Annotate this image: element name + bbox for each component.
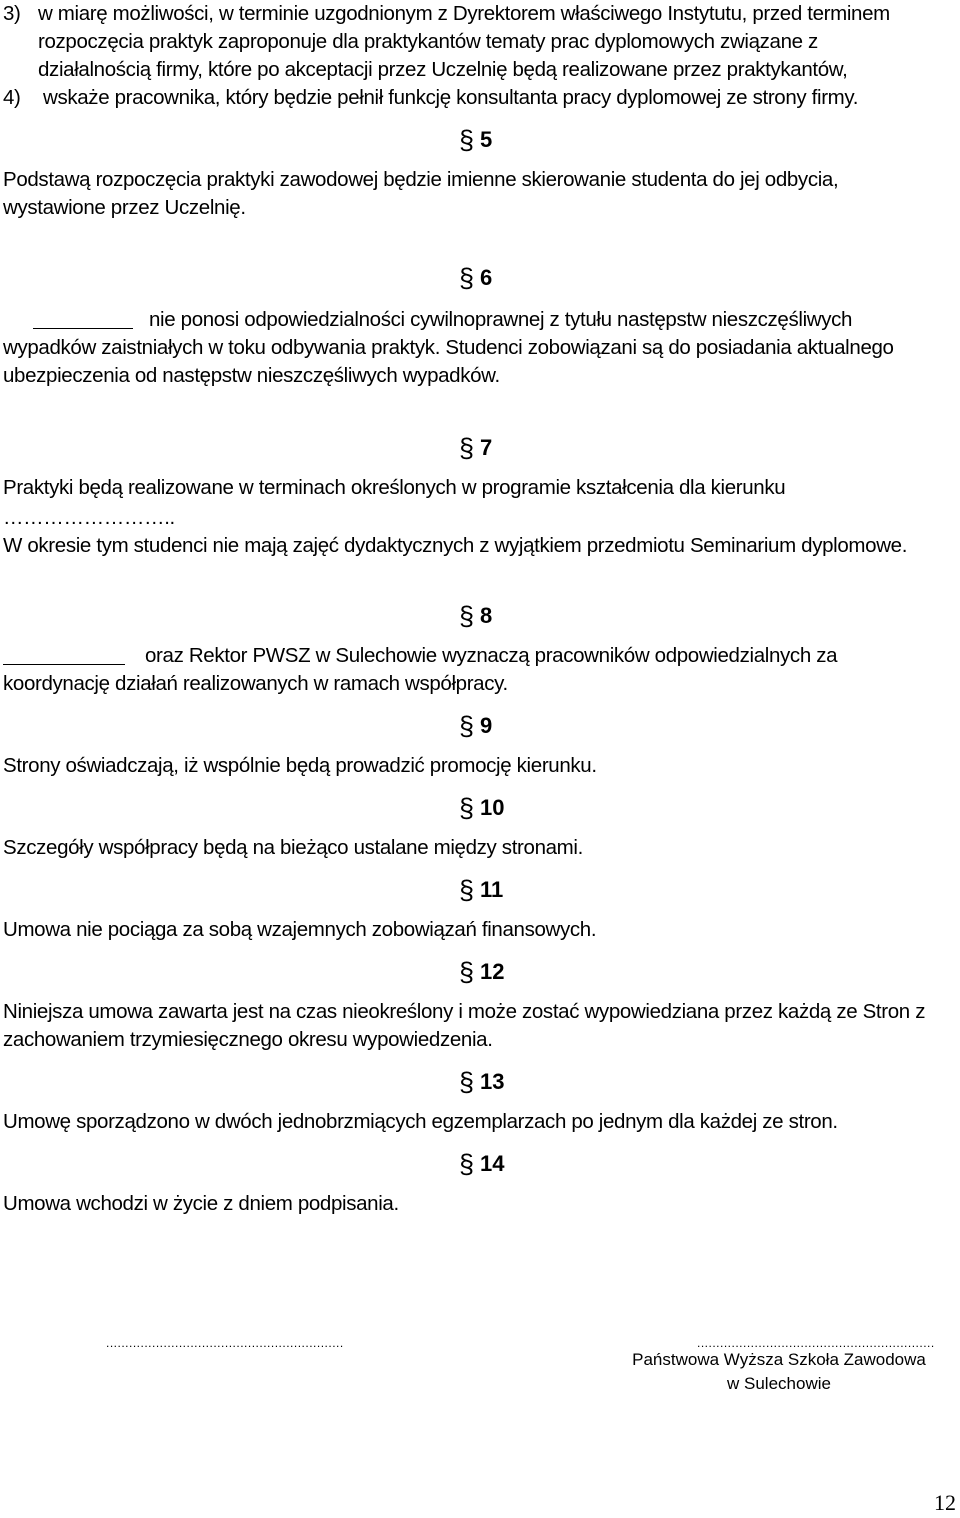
paragraph-9: Strony oświadczają, iż wspólnie będą prowadzić promocję kierunku.	[3, 754, 597, 777]
party-name-blank	[3, 642, 125, 665]
section-mark: §	[459, 793, 475, 823]
page-number: 12	[934, 1490, 956, 1515]
paragraph-14: Umowa wchodzi w życie z dniem podpisania.	[3, 1192, 399, 1215]
section-mark: §	[459, 1149, 475, 1179]
paragraph-6-line-2: wypadków zaistniałych w toku odbywania praktyk. Studenci zobowiązani są do posiadania aktualnego	[3, 336, 894, 359]
section-number: 9	[480, 713, 493, 738]
signature-label-institution: Państwowa Wyższa Szkoła Zawodowa	[632, 1350, 926, 1369]
section-mark: §	[459, 125, 475, 155]
section-number: 5	[480, 127, 493, 152]
section-10-heading	[459, 794, 519, 822]
signature-line-right: ..............................................................	[697, 1336, 935, 1350]
paragraph-7-line-2: ……………………..	[3, 506, 175, 529]
list-item-4-number: 4)	[3, 86, 21, 109]
paragraph-8-line-2: koordynację działań realizowanych w ramach współpracy.	[3, 672, 508, 695]
list-item-3-line-3: działalnością firmy, które po akceptacji przez Uczelnię będą realizowane przez praktykantów,	[38, 58, 848, 81]
paragraph-8-line-1: oraz Rektor PWSZ w Sulechowie wyznaczą pracowników odpowiedzialnych za	[3, 642, 957, 670]
section-8-heading	[459, 602, 519, 630]
paragraph-13: Umowę sporządzono w dwóch jednobrzmiących egzemplarzach po jednym dla każdej ze stron.	[3, 1110, 838, 1133]
section-number: 11	[480, 877, 504, 902]
signature-label-city: w Sulechowie	[727, 1374, 831, 1393]
section-mark: §	[459, 711, 475, 741]
section-7-heading	[459, 434, 519, 462]
paragraph-10: Szczegóły współpracy będą na bieżąco ustalane między stronami.	[3, 836, 583, 859]
list-item-4: 4) wskaże pracownika, który będzie pełnił funkcję konsultanta pracy dyplomowej ze strony firmy.	[3, 84, 957, 112]
section-mark: §	[459, 433, 475, 463]
section-number: 7	[480, 435, 493, 460]
paragraph-12-line-2: zachowaniem trzymiesięcznego okresu wypowiedzenia.	[3, 1028, 493, 1051]
signature-line-left: ..............................................................	[106, 1336, 344, 1350]
list-item-3-line-1: 3) w miarę możliwości, w terminie uzgodnionym z Dyrektorem właściwego Instytutu, przed terminem	[3, 0, 957, 28]
party-name-blank	[33, 306, 133, 329]
section-mark: §	[459, 957, 475, 987]
section-number: 8	[480, 603, 493, 628]
paragraph-7-line-1: Praktyki będą realizowane w terminach określonych w programie kształcenia dla kierunku	[3, 476, 786, 499]
paragraph-5-line-2: wystawione przez Uczelnię.	[3, 196, 246, 219]
list-item-3-line-2: rozpoczęcia praktyk zaproponuje dla praktykantów tematy prac dyplomowych związane z	[38, 30, 818, 53]
section-number: 14	[480, 1151, 505, 1176]
paragraph-5-line-1: Podstawą rozpoczęcia praktyki zawodowej będzie imienne skierowanie studenta do jej odbycia,	[3, 168, 839, 191]
paragraph-6-line-1: nie ponosi odpowiedzialności cywilnoprawnej z tytułu następstw nieszczęśliwych	[3, 306, 957, 334]
section-11-heading	[459, 876, 519, 904]
section-9-heading	[459, 712, 519, 740]
section-mark: §	[459, 1067, 475, 1097]
section-number: 6	[480, 265, 493, 290]
section-mark: §	[459, 263, 475, 293]
section-mark: §	[459, 875, 475, 905]
section-number: 10	[480, 795, 505, 820]
section-number: 13	[480, 1069, 505, 1094]
paragraph-6-line-3: ubezpieczenia od następstw nieszczęśliwych wypadków.	[3, 364, 500, 387]
paragraph-11: Umowa nie pociąga za sobą wzajemnych zobowiązań finansowych.	[3, 918, 597, 941]
paragraph-12-line-1: Niniejsza umowa zawarta jest na czas nieokreślony i może zostać wypowiedziana przez każdą ze Stron z	[3, 1000, 926, 1023]
section-12-heading	[459, 958, 519, 986]
section-13-heading	[459, 1068, 519, 1096]
list-item-3-number: 3)	[3, 2, 21, 25]
section-mark: §	[459, 601, 475, 631]
section-5-heading	[459, 126, 519, 154]
section-6-heading	[459, 264, 519, 292]
paragraph-7-line-3: W okresie tym studenci nie mają zajęć dydaktycznych z wyjątkiem przedmiotu Seminarium dyplomowe.	[3, 534, 908, 557]
section-14-heading	[459, 1150, 519, 1178]
section-number: 12	[480, 959, 505, 984]
